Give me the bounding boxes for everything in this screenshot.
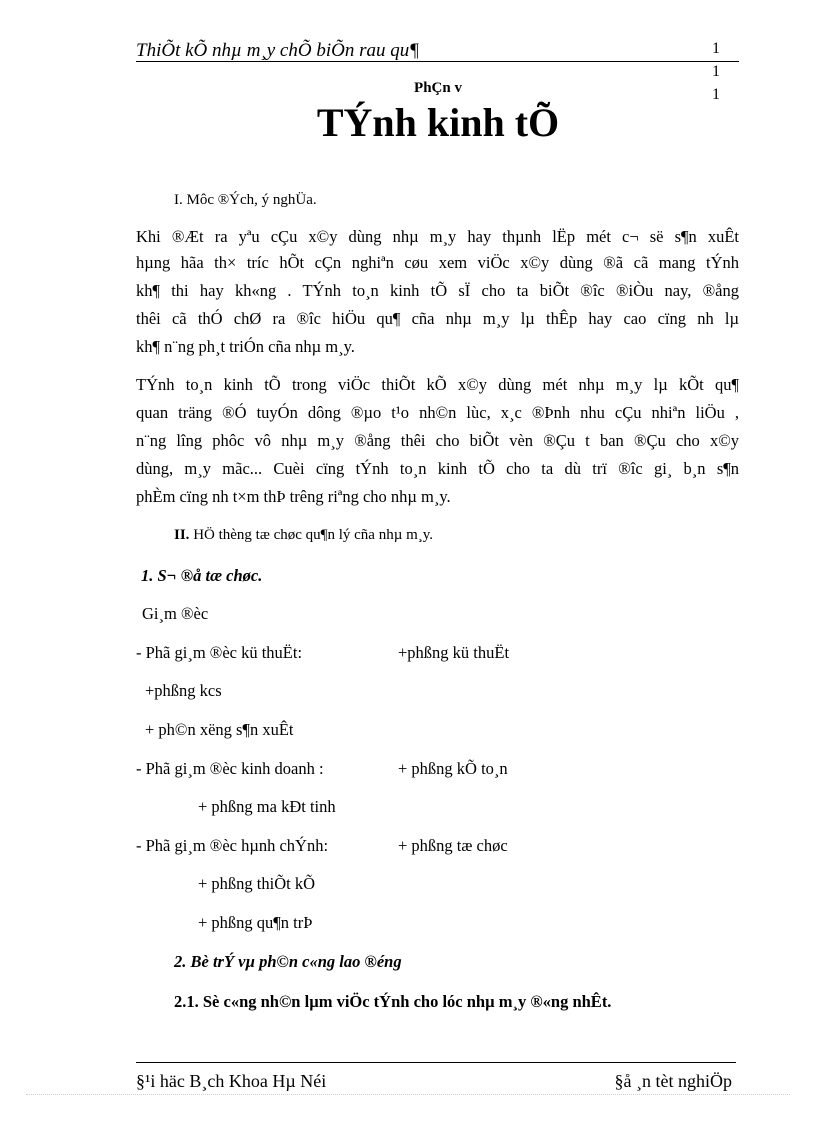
paragraph-line: TÝnh to¸n kinh tÕ trong viÖc thiÕt kÕ x©y dùng mét nhµ m¸y lµ kÕt qu¶ bbox=[136, 375, 739, 394]
footer-thesis-label: §å ¸n tèt nghiÖp bbox=[614, 1071, 732, 1091]
section-title: TÝnh kinh tÕ bbox=[316, 100, 560, 145]
heading-organization-text: HÖ thèng tæ chøc qu¶n lý cña nhµ m¸y. bbox=[193, 527, 434, 543]
paragraph-line: thêi cã thÓ chØ ra ®îc hiÖu qu¶ cña nhµ m¸y lµ thÊp hay cao cïng nh lµ bbox=[136, 309, 739, 328]
heading-org-chart: 1. S¬ ®å tæ chøc. bbox=[141, 566, 263, 585]
org-director: Gi¸m ®èc bbox=[142, 604, 209, 623]
paragraph-line: dùng, m¸y mãc... Cuèi cïng tÝnh to¸n kinh tÕ cho ta dù trï ®îc gi¸ b¸n s¶n bbox=[136, 459, 739, 478]
header-rule bbox=[136, 61, 739, 62]
heading-workers: 2.1. Sè c«ng nh©n lµm viÖc tÝnh cho lóc nhµ m¸y ®«ng nhÊt. bbox=[174, 992, 612, 1011]
header-title: ThiÕt kÕ nhµ m¸y chÕ biÕn rau qu¶ bbox=[136, 40, 420, 61]
heading-purpose: I. Môc ®Ých, ý nghÜa. bbox=[174, 192, 317, 208]
org-dept-kcs: +phßng kcs bbox=[145, 681, 222, 700]
org-dept-tech: +phßng kü thuËt bbox=[398, 643, 510, 662]
footer-university: §¹i häc B¸ch Khoa Hµ Néi bbox=[136, 1071, 327, 1091]
paragraph-line: Khi ®Æt ra yªu cÇu x©y dùng nhµ m¸y hay thµnh lËp mét c¬ së s¶n xuÊt bbox=[136, 227, 739, 246]
org-dept-accounting: + phßng kÕ to¸n bbox=[398, 759, 508, 778]
org-workshop: + ph©n xëng s¶n xuÊt bbox=[145, 720, 294, 739]
paragraph-line: phÈm cïng nh t×m thÞ trêng riªng cho nhµ m¸y. bbox=[136, 487, 451, 506]
footer-rule bbox=[136, 1062, 736, 1063]
paragraph-line: quan träng ®Ó tuyÓn dông ®µo t¹o nh©n lùc, x¸c ®Þnh nhu cÇu nhiªn liÖu , bbox=[136, 403, 739, 422]
paragraph-line: hµng hãa th× tríc hÕt cÇn nghiªn cøu xem viÖc x©y dùng ®ã cã mang tÝnh bbox=[136, 253, 739, 272]
paragraph-line: n¨ng lîng phôc vô nhµ m¸y ®ång thêi cho biÕt vèn ®Çu t ban ®Çu cho x©y bbox=[136, 431, 739, 450]
org-deputy-admin: - Phã gi¸m ®èc hµnh chÝnh: bbox=[136, 836, 329, 855]
org-dept-organization: + phßng tæ chøc bbox=[398, 836, 508, 855]
paragraph-line: kh¶ n¨ng ph¸t triÓn cña nhµ m¸y. bbox=[136, 337, 355, 356]
org-dept-marketing: + phßng ma kÐt tinh bbox=[198, 797, 336, 816]
page-edge bbox=[26, 1094, 790, 1095]
heading-organization: II. HÖ thèng tæ chøc qu¶n lý cña nhµ m¸y. bbox=[174, 527, 434, 543]
page-number: 1 bbox=[712, 63, 720, 80]
heading-labor: 2. Bè trÝ vµ ph©n c«ng lao ®éng bbox=[174, 952, 402, 971]
org-dept-design: + phßng thiÕt kÕ bbox=[198, 874, 316, 893]
section-label: PhÇn v bbox=[414, 80, 462, 96]
page-number: 1 bbox=[712, 40, 720, 57]
paragraph-line: kh¶ thi hay kh«ng . TÝnh to¸n kinh tÕ sÏ cho ta biÕt ®îc ®iÒu nay, ®ång bbox=[136, 281, 739, 300]
org-dept-management: + phßng qu¶n trÞ bbox=[198, 913, 313, 932]
org-deputy-business: - Phã gi¸m ®èc kinh doanh : bbox=[136, 759, 324, 778]
page-number: 1 bbox=[712, 86, 720, 103]
org-deputy-tech: - Phã gi¸m ®èc kü thuËt: bbox=[136, 643, 303, 662]
